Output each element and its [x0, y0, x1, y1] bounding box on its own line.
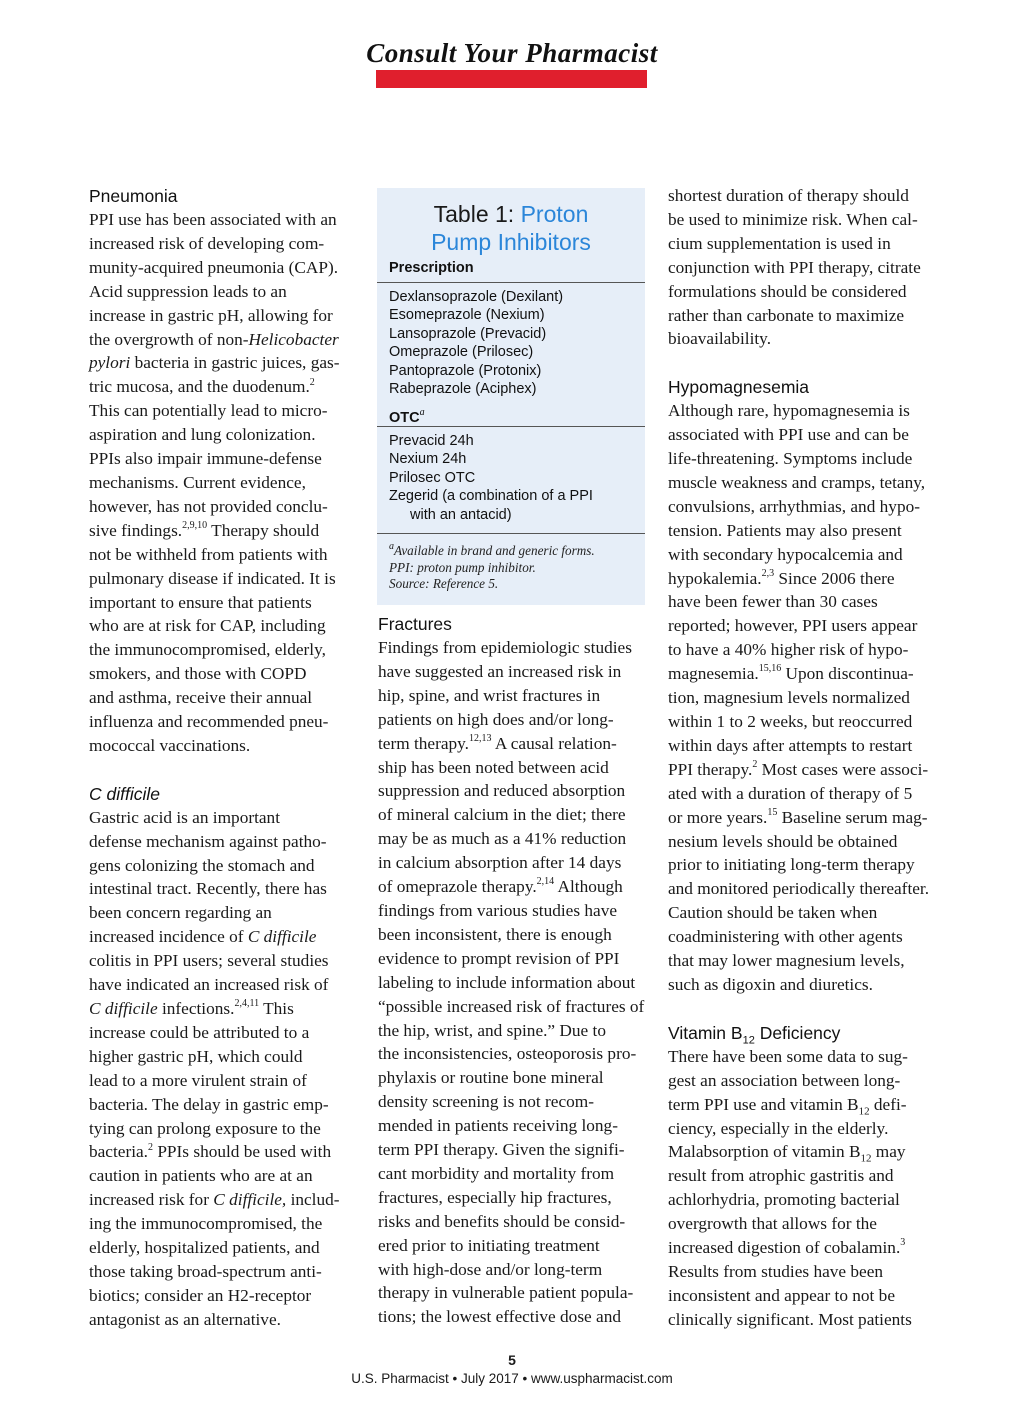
paragraph-vitamin-b12: There have been some data to sug- gest an association between long- term PPI use and vitamin $B_{12}$ defi- ciency, especially in the elderly. Malabsorption of vitamin $B_{12}$ may result from atrophic gastritis and achlorhydria, promoting bacterial overgrowth that allows for the increased digestion of cobalamin.$^3$ Results from studies have been inconsistent and appear to not be clinically significant. Most patients: [668, 1046, 912, 1329]
table-item: Prevacid 24h: [389, 433, 474, 449]
table-proton-pump-inhibitors: [377, 188, 645, 605]
table-item: Esomeprazole (Nexium): [389, 307, 545, 324]
table-rule: [377, 426, 645, 427]
citation-ref: 2: [148, 1141, 153, 1153]
paragraph-hypomagnesemia: Although rare, hypomagnesemia is associated with PPI use and can be life-threatening. Symptoms include muscle weakness and cramps, tetany, convulsions, arrhythmias, and hypo- tension. Patients may also present with secondary hypocalcemia and hypokalemia.$^{2,3}$ Since 2006 there have been fewer than 30 cases reported; however, PPI users appear to have a 40% higher risk of hypo- magnesemia.$^{15,16}$ Upon discontinua- tion, magnesium levels normalized within 1 to 2 weeks, but reoccurred within days after attempts to restart PPI therapy.$^2$ Most cases were associ- ated with a duration of therapy of 5 or more years.$^{15}$ Baseline serum mag- nesium levels should be obtained prior to initiating long-term therapy and monitored periodically thereafter. Caution should be taken when coadministering with other agents that may lower magnesium levels, such as digoxin and diuretics.: [668, 401, 930, 994]
paragraph-fractures: Findings from epidemiologic studies have suggested an increased risk in hip, spine, and wrist fractures in patients on high does and/or long- term therapy.$^{12,13}$ A causal relation- ship has been noted between acid suppression and reduced absorption of mineral calcium in the diet; there may be as much as a 41% reduction in calcium absorption after 14 days of omeprazole therapy.$^{2,14}$ Although findings from various studies have been inconsistent, there is enough evidence to prompt revision of PPI labeling to include information about “possible increased risk of fractures of the hip, wrist, and spine.” Due to the inconsistencies, osteoporosis pro- phylaxis or routine bone mineral density screening is not recom- mended in patients receiving long- term PPI therapy. Given the signifi- cant morbidity and mortality from fractures, especially hip fractures, risks and benefits should be consid- ered prior to initiating treatment with high-dose and/or long-term therapy in vulnerable patient popula- tions; the lowest effective dose and: [378, 638, 645, 1327]
table-rule: [377, 533, 645, 534]
citation-ref: 2,14: [536, 876, 555, 888]
table-item: Nexium 24h: [389, 451, 467, 468]
table-rule: [377, 282, 645, 283]
table-item: Pantoprazole (Protonix): [389, 362, 542, 379]
table-item: Prilosec OTC: [389, 469, 476, 486]
heading-pneumonia: Pneumonia: [89, 186, 178, 206]
heading-vitamin-b12-deficiency: Vitamin $B_{12}$ Deficiency: [668, 1022, 841, 1047]
table-item: Rabeprazole (Aciphex): [389, 381, 537, 398]
table-footnotes: $^a$Available in brand and generic forms. PPI: proton pump inhibitor. Source: Reference 5.: [389, 540, 595, 591]
publication-footer: U.S. Pharmacist • July 2017 • www.uspharmacist.com: [351, 1371, 673, 1386]
page-number: 5: [508, 1352, 516, 1368]
column-right: [668, 184, 944, 1332]
table-list-otc: [389, 432, 593, 524]
table-item: Lansoprazole (Prevacid): [389, 325, 547, 342]
table-item: Zegerid (a combination of a PPI: [389, 488, 593, 505]
citation-ref: 2: [752, 759, 758, 771]
citation-ref: 2: [309, 376, 315, 388]
heading-fractures: Fractures: [378, 614, 452, 634]
paragraph-fractures-continued: shortest duration of therapy should be used to minimize risk. When cal- cium supplementation is used in conjunction with PPI therapy, citrate formulations should be considered rather than carbonate to maximize bioavailability.: [668, 186, 921, 349]
column-middle: [378, 612, 650, 1329]
heading-c-difficile: C difficile: [89, 783, 160, 804]
table-title: Table 1: Proton Pump Inhibitors: [431, 201, 591, 255]
section-banner-bar: [376, 70, 647, 88]
paragraph-c-difficile: Gastric acid is an important defense mechanism against patho- gens colonizing the stomach and intestinal tract. Recently, there has been concern regarding an increased incidence of C difficile colitis in PPI users; several studies have indicated an increased risk of C difficile infections.$^{2,4,11}$ This increase could be attributed to a higher gastric pH, which could lead to a more virulent strain of bacteria. The delay in gastric emp- tying can prolong exposure to the bacteria.$^2$ PPIs should be used with caution in patients who are at an increased risk for C difficile, includ- ing the immunocompromised, the elderly, hospitalized patients, and those taking broad-spectrum anti- biotics; consider an H2-receptor antagonist as an alternative.: [89, 807, 340, 1329]
citation-ref: 3: [900, 1237, 906, 1249]
citation-ref: 2,4,11: [234, 998, 260, 1010]
table-section-otc: OTC$^a$: [389, 407, 425, 426]
section-banner-title: Consult Your Pharmacist: [366, 38, 658, 68]
column-left: [89, 184, 359, 1332]
citation-ref: 15: [767, 806, 778, 818]
heading-hypomagnesemia: Hypomagnesemia: [668, 377, 810, 398]
paragraph-pneumonia: PPI use has been associated with an increased risk of developing com- munity-acquired pneumonia (CAP). Acid suppression leads to an increase in gastric pH, allowing for the overgrowth of non-Helicobacter pylori bacteria in gastric juices, gas- tric mucosa, and the duodenum.$^2$ This can potentially lead to micro- aspiration and lung colonization. PPIs also impair immune-defense mechanisms. Current evidence, however, has not provided conclu- sive findings.$^{2,9,10}$ Therapy should not be withheld from patients with pulmonary disease if indicated. It is important to ensure that patients who are at risk for CAP, including the immunocompromised, elderly, smokers, and those with COPD and asthma, receive their annual influenza and recommended pneu- mococcal vaccinations.: [89, 210, 340, 755]
table-item: with an antacid): [410, 506, 512, 523]
citation-ref: 2,9,10: [182, 520, 208, 532]
table-list-prescription: [389, 288, 563, 398]
citation-ref: 15,16: [758, 663, 782, 675]
table-section-prescription: Prescription: [389, 260, 474, 276]
table-item: Omeprazole (Prilosec): [389, 344, 534, 361]
citation-ref: 2,3: [761, 567, 775, 579]
table-item: Dexlansoprazole (Dexilant): [389, 289, 564, 305]
citation-ref: 12,13: [469, 732, 492, 744]
